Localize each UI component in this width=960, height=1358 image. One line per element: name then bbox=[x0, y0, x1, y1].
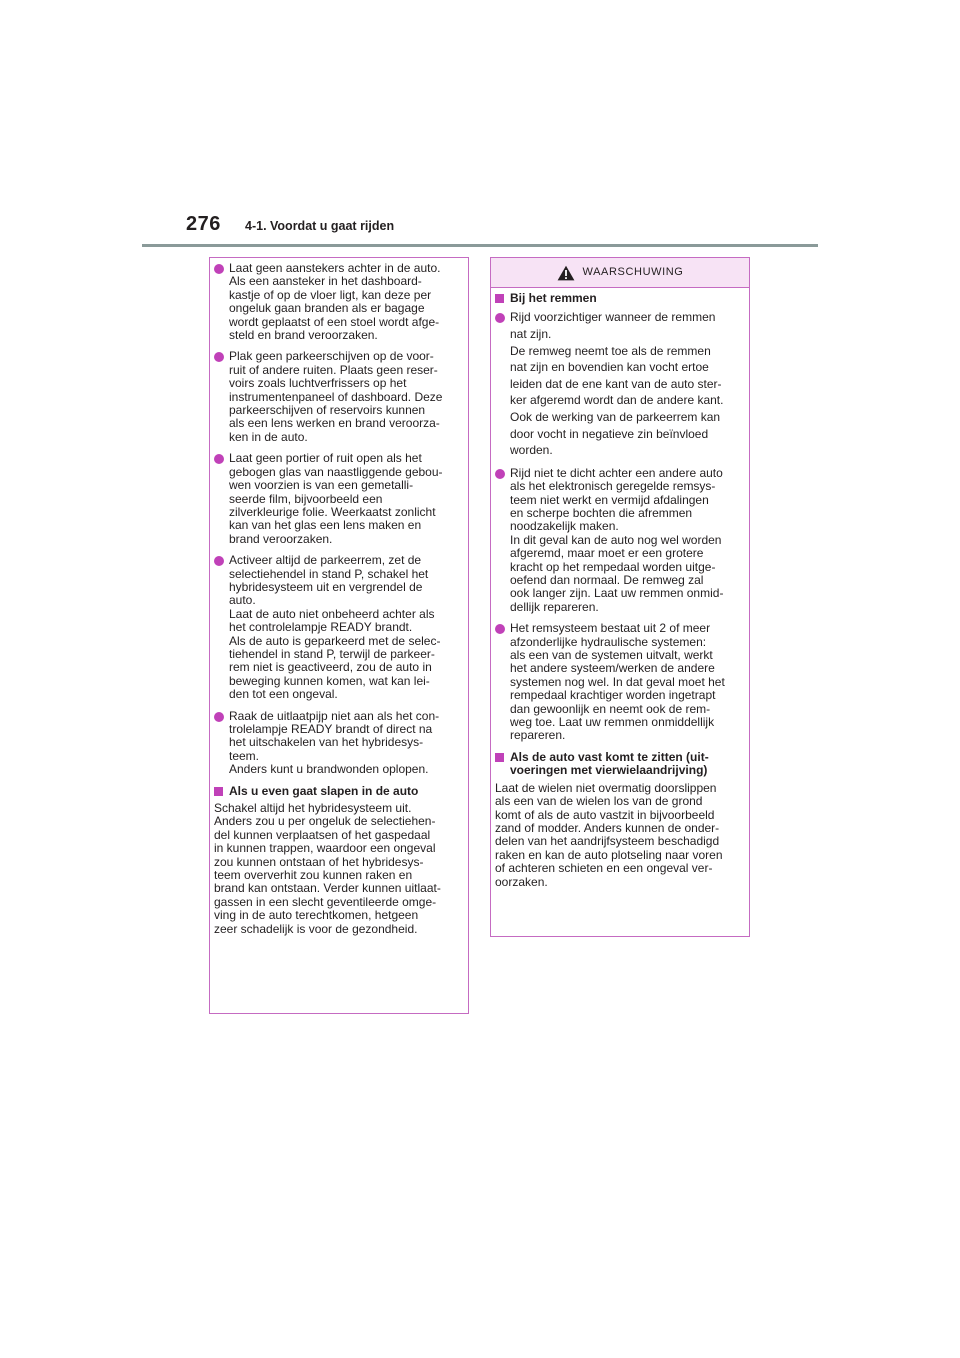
list-item: Activeer altijd de parkeerrem, zet de selectiehendel in stand P, schakel het hybridesysteem uit en vergrendel de auto. Laat de auto niet onbeheerd achter als het controlelampje READY brandt. Als de auto is geparkeerd met de selec- tiehendel in stand P, terwijl de parkeer- rem niet is geactiveerd, zou de auto in beweging kunnen komen, wat kan lei- den tot een ongeval. bbox=[214, 554, 464, 701]
subheading-sleeping: Als u even gaat slapen in de auto bbox=[214, 785, 464, 798]
paragraph-stuck: Laat de wielen niet overmatig doorslippen als een van de wielen los van de grond komt of als de auto vastzit in bijvoorbeeld zand of modder. Anders kunnen de onder- delen van het aandrijfsysteem beschadigd raken en kan de auto plotseling naar voren of achteren schieten en een ongeval ver- oorzaken. bbox=[495, 780, 723, 889]
header-rule bbox=[142, 244, 818, 247]
list-item: Laat geen portier of ruit open als het gebogen glas van naastliggende gebou- wen voorzien is van een gemetalli- seerde film, bijvoorbeeld een zilverkleurige folie. Weerkaatst zonlicht kan van het glas een lens maken en brand veroorzaken. bbox=[214, 452, 464, 546]
bullet-dot-icon bbox=[495, 469, 505, 479]
caution-box-left bbox=[209, 257, 469, 1014]
subheading-braking: Bij het remmen bbox=[495, 292, 745, 305]
bullet-dot-icon bbox=[214, 556, 224, 566]
bullet-dot-icon bbox=[214, 264, 224, 274]
list-item: Plak geen parkeerschijven op de voor- ruit of andere ruiten. Plaats geen reser- voirs zoals luchtverfrissers op het instrumentenpaneel of dashboard. Deze parkeerschijven of reservoirs kunnen als een lens werken en brand veroorza- ken in de auto. bbox=[214, 350, 464, 444]
subheading-stuck: Als de auto vast komt te zitten (uit- voeringen met vierwielaandrijving) bbox=[495, 751, 745, 778]
list-item: Het remsysteem bestaat uit 2 of meer afzonderlijke hydraulische systemen: als een van de systemen uitvalt, werkt het andere systeem/werken de andere systemen nog wel. In dat geval moet het rempedaal krachtiger worden ingetrapt dan gewoonlijk en neemt ook de rem- weg toe. Laat uw remmen onmiddellijk repareren. bbox=[495, 622, 745, 743]
bullet-dot-icon bbox=[214, 454, 224, 464]
warning-triangle-icon bbox=[557, 265, 575, 281]
list-item: Laat geen aanstekers achter in de auto. Als een aansteker in het dashboard- kastje of op de vloer ligt, kan deze per ongeluk gaan branden als er bagage wordt geplaatst of een stoel wordt afge- steld en brand veroorzaken. bbox=[214, 262, 464, 342]
bullet-dot-icon bbox=[214, 352, 224, 362]
list-item: Raak de uitlaatpijp niet aan als het con- trolelampje READY brandt of direct na het uitschakelen van het hybridesys- teem. Anders kunt u brandwonden oplopen. bbox=[214, 710, 464, 777]
square-bullet-icon bbox=[495, 753, 504, 762]
warning-box bbox=[490, 257, 750, 937]
bullet-dot-icon bbox=[214, 712, 224, 722]
bullet-dot-icon bbox=[495, 624, 505, 634]
bullet-dot-icon bbox=[495, 313, 505, 323]
warning-header bbox=[491, 258, 749, 288]
paragraph-sleeping: Schakel altijd het hybridesysteem uit. Anders zou u per ongeluk de selectiehen- del kunnen verplaatsen of het gaspedaal in kunnen trappen, waardoor een ongeval zou kunnen ontstaan of het hybridesys- teem oververhit zou kunnen raken en brand kan ontstaan. Verder kunnen uitlaat- gassen in een slecht geventileerde omge- ving in de auto terechtkomen, hetgeen zeer schadelijk is voor de gezondheid. bbox=[214, 801, 441, 936]
page-number: 276 bbox=[186, 213, 221, 235]
warning-title: WAARSCHUWING bbox=[582, 265, 684, 278]
section-title: 4-1. Voordat u gaat rijden bbox=[245, 219, 395, 233]
list-item: Rijd niet te dicht achter een andere auto als het elektronisch geregelde remsys- teem niet werkt en vermijd afdalingen en scherpe bochten die afremmen noodzakelijk maken. In dit geval kan de auto nog wel worden afgeremd, maar moet er een grotere kracht op het rempedaal worden uitge- oefend dan normaal. De remweg zal ook langer zijn. Laat uw remmen onmid- dellijk repareren. bbox=[495, 467, 745, 614]
square-bullet-icon bbox=[214, 787, 223, 796]
list-item: Rijd voorzichtiger wanneer de remmen nat zijn. De remweg neemt toe als de remmen nat zijn en bovendien kan vocht ertoe leiden dat de ene kant van de auto ster- ker afgeremd wordt dan de andere kant. Ook de werking van de parkeerrem kan door vocht in negatieve zin beïnvloed worden. bbox=[495, 309, 745, 458]
square-bullet-icon bbox=[495, 294, 504, 303]
